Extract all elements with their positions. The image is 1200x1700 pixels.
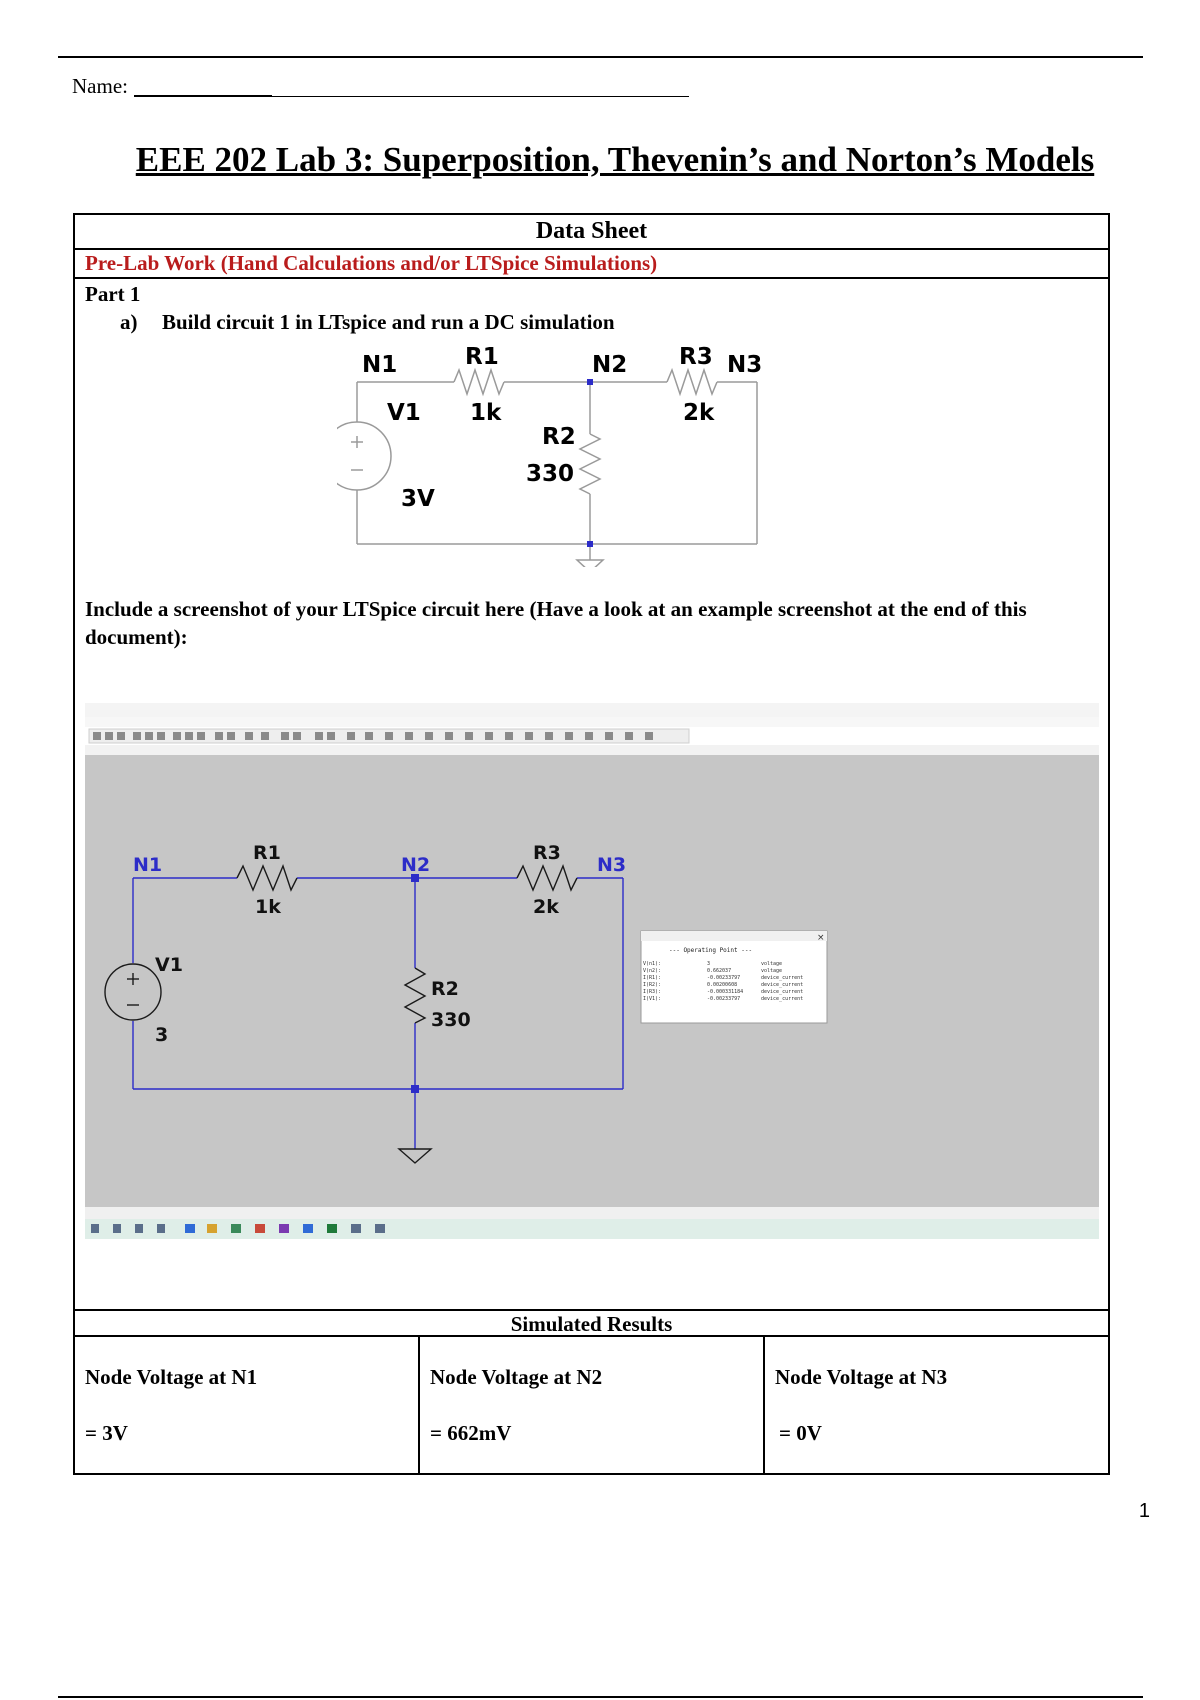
r3-symbol xyxy=(667,370,717,394)
ltspice-titlebar xyxy=(85,703,1099,717)
result-value-n1: = 3V xyxy=(85,1421,128,1445)
label-r1-value: 1k xyxy=(470,400,502,426)
ss-label-v1-value: 3 xyxy=(155,1024,169,1046)
r1-symbol xyxy=(454,370,504,394)
result-cell-n1 xyxy=(75,1337,420,1473)
ss-label-n3: N3 xyxy=(597,854,627,876)
ground-symbol xyxy=(577,560,603,567)
label-r3: R3 xyxy=(679,344,713,370)
data-sheet-heading: Data Sheet xyxy=(75,215,1108,250)
page-title: EEE 202 Lab 3: Superposition, Thevenin’s and Norton’s Models xyxy=(135,140,1095,179)
ltspice-toolbar xyxy=(89,729,689,743)
label-v1: V1 xyxy=(387,400,421,426)
ss-label-r1-value: 1k xyxy=(255,896,281,918)
name-label: Name: xyxy=(72,74,128,98)
ss-label-r1: R1 xyxy=(253,842,281,864)
op-row-0-value: 3 xyxy=(707,961,711,967)
result-value-n3: = 0V xyxy=(779,1421,822,1445)
label-n1: N1 xyxy=(362,352,398,378)
step-a xyxy=(120,310,615,335)
label-n3: N3 xyxy=(727,352,763,378)
step-number: a) xyxy=(120,310,138,334)
result-label-n3: Node Voltage at N3 xyxy=(775,1365,948,1389)
ss-label-r3: R3 xyxy=(533,842,561,864)
bottom-rule xyxy=(58,1696,1143,1698)
label-r3-value: 2k xyxy=(683,400,715,426)
result-label-n2: Node Voltage at N2 xyxy=(430,1365,603,1389)
step-text: Build circuit 1 in LTspice and run a DC simulation xyxy=(162,310,615,334)
label-r2: R2 xyxy=(542,424,576,450)
label-n2: N2 xyxy=(592,352,628,378)
op-row-1-kind: voltage xyxy=(761,968,783,974)
operating-point-window[interactable] xyxy=(641,931,827,1023)
result-label-n1: Node Voltage at N1 xyxy=(85,1365,258,1389)
op-row-0-kind: voltage xyxy=(761,961,783,967)
ss-label-n1: N1 xyxy=(133,854,163,876)
op-row-4-value: -0.000331184 xyxy=(707,989,744,995)
op-row-1-name: V(n2): xyxy=(643,968,662,974)
op-row-5-kind: device_current xyxy=(761,996,804,1002)
op-row-3-kind: device_current xyxy=(761,982,804,988)
label-r2-value: 330 xyxy=(526,461,575,487)
ltspice-canvas xyxy=(85,755,1099,1207)
result-cell-n2 xyxy=(420,1337,765,1473)
ss-label-r2-value: 330 xyxy=(431,1009,471,1031)
op-row-0-name: V(n1): xyxy=(643,961,662,967)
ltspice-screenshot xyxy=(85,703,1099,1273)
label-v1-value: 3V xyxy=(401,486,435,512)
ltspice-tabbar xyxy=(85,745,1099,755)
circuit-1-diagram xyxy=(337,342,797,567)
op-row-3-name: I(R2): xyxy=(643,982,662,988)
ltspice-menubar xyxy=(85,717,1099,727)
name-field xyxy=(72,74,689,99)
ss-label-n2: N2 xyxy=(401,854,431,876)
op-row-2-value: -0.00233797 xyxy=(707,975,741,981)
op-row-4-name: I(R3): xyxy=(643,989,662,995)
results-row xyxy=(75,1337,1108,1473)
op-row-1-value: 0.662037 xyxy=(707,968,732,974)
part-label: Part 1 xyxy=(85,282,141,306)
ltspice-statusbar xyxy=(85,1207,1099,1219)
name-blank-line[interactable] xyxy=(134,96,689,97)
data-sheet-table xyxy=(73,213,1110,1475)
ss-label-r3-value: 2k xyxy=(533,896,559,918)
close-icon[interactable]: × xyxy=(817,933,825,943)
v1-source-symbol xyxy=(337,422,391,490)
op-row-2-kind: device_current xyxy=(761,975,804,981)
operating-point-title: --- Operating Point --- xyxy=(669,947,753,954)
op-row-2-name: I(R1): xyxy=(643,975,662,981)
op-row-4-kind: device_current xyxy=(761,989,804,995)
top-rule xyxy=(58,56,1143,58)
r2-symbol xyxy=(580,434,600,494)
op-row-3-value: 0.00200608 xyxy=(707,982,738,988)
ss-label-v1: V1 xyxy=(155,954,183,976)
label-r1: R1 xyxy=(465,344,499,370)
prelab-heading: Pre-Lab Work (Hand Calculations and/or LTSpice Simulations) xyxy=(75,250,1108,279)
result-cell-n3 xyxy=(765,1337,1108,1473)
screenshot-prompt: Include a screenshot of your LTSpice circuit here (Have a look at an example screenshot at the end of this document): xyxy=(85,597,1027,649)
result-value-n2: = 662mV xyxy=(430,1421,512,1445)
op-row-5-name: I(V1): xyxy=(643,996,662,1002)
page-number: 1 xyxy=(1138,1500,1150,1522)
ss-label-r2: R2 xyxy=(431,978,459,1000)
op-row-5-value: -0.00233797 xyxy=(707,996,741,1002)
simulated-results-heading: Simulated Results xyxy=(75,1309,1108,1337)
